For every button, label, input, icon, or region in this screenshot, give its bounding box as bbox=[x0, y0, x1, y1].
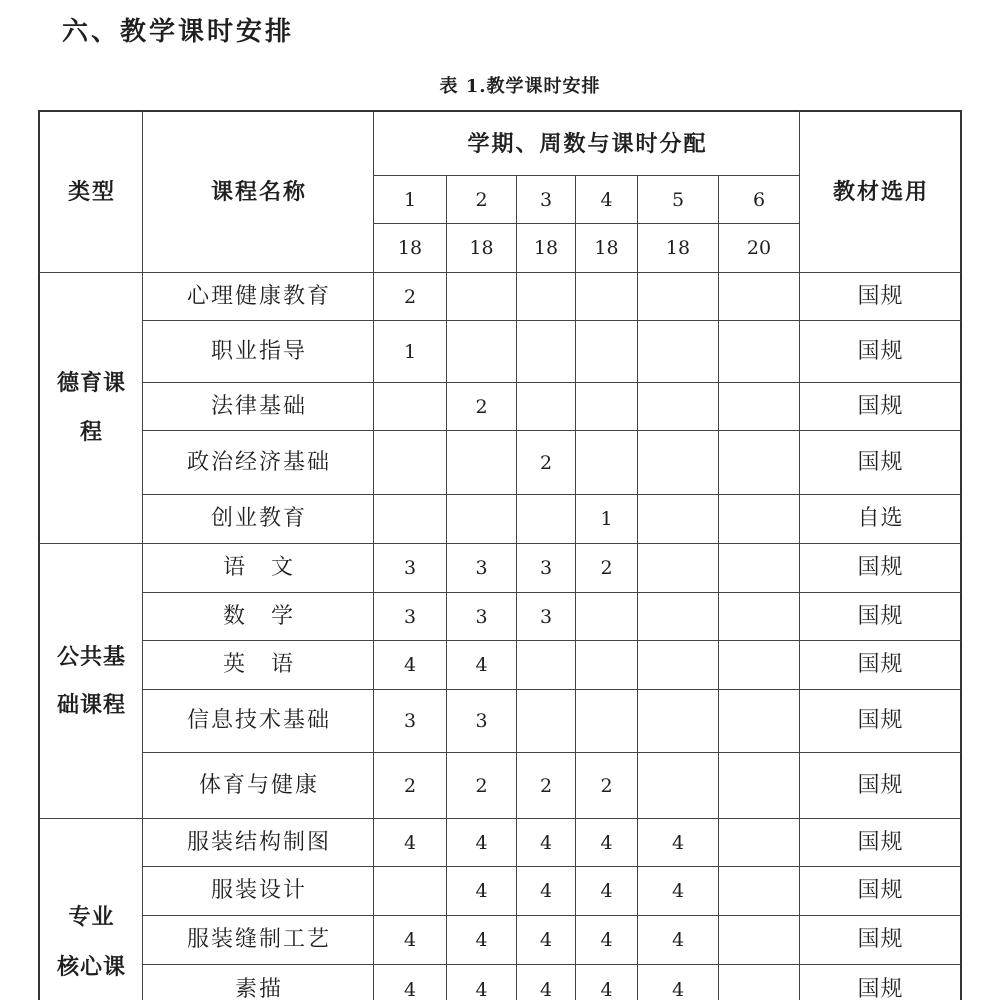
course-name: 服装缝制工艺 bbox=[143, 916, 374, 965]
header-type: 类型 bbox=[38, 110, 143, 273]
hours-sem-3: 3 bbox=[517, 593, 576, 641]
hours-sem-3: 4 bbox=[517, 916, 576, 965]
header-course-name: 课程名称 bbox=[143, 110, 374, 273]
hours-sem-4: 4 bbox=[576, 819, 638, 867]
hours-sem-5 bbox=[638, 321, 719, 383]
table-row bbox=[143, 690, 962, 753]
course-name: 服装结构制图 bbox=[143, 819, 374, 867]
header-weeks: 18 bbox=[638, 224, 719, 273]
table-row bbox=[143, 321, 962, 383]
textbook-cell: 国规 bbox=[800, 383, 962, 431]
hours-sem-2: 4 bbox=[447, 965, 517, 1000]
category-label-line: 公共基 bbox=[56, 644, 126, 670]
hours-sem-1: 2 bbox=[374, 753, 447, 819]
header-semester: 3 bbox=[517, 176, 576, 224]
hours-sem-3 bbox=[517, 495, 576, 544]
table-row bbox=[143, 916, 962, 965]
hours-sem-3: 4 bbox=[517, 867, 576, 916]
hours-sem-4: 1 bbox=[576, 495, 638, 544]
hours-sem-6 bbox=[719, 641, 800, 690]
hours-sem-3 bbox=[517, 690, 576, 753]
header-weeks-row bbox=[374, 224, 800, 273]
textbook-cell: 国规 bbox=[800, 593, 962, 641]
hours-sem-4 bbox=[576, 383, 638, 431]
hours-sem-5 bbox=[638, 431, 719, 495]
category-label-line: 德育课 bbox=[56, 370, 126, 396]
textbook-cell: 自选 bbox=[800, 495, 962, 544]
hours-sem-6 bbox=[719, 321, 800, 383]
course-name: 英 语 bbox=[143, 641, 374, 690]
hours-sem-1: 2 bbox=[374, 273, 447, 321]
hours-sem-6 bbox=[719, 965, 800, 1000]
schedule-table bbox=[38, 110, 962, 1000]
table-row bbox=[143, 867, 962, 916]
textbook-cell: 国规 bbox=[800, 753, 962, 819]
course-name: 心理健康教育 bbox=[143, 273, 374, 321]
hours-sem-4 bbox=[576, 321, 638, 383]
hours-sem-4 bbox=[576, 641, 638, 690]
hours-sem-6 bbox=[719, 753, 800, 819]
hours-sem-1 bbox=[374, 383, 447, 431]
hours-sem-2 bbox=[447, 495, 517, 544]
hours-sem-4 bbox=[576, 431, 638, 495]
hours-sem-5 bbox=[638, 383, 719, 431]
hours-sem-5: 4 bbox=[638, 965, 719, 1000]
hours-sem-5: 4 bbox=[638, 916, 719, 965]
hours-sem-6 bbox=[719, 431, 800, 495]
header-semester: 4 bbox=[576, 176, 638, 224]
hours-sem-6 bbox=[719, 819, 800, 867]
hours-sem-5 bbox=[638, 593, 719, 641]
header-semester: 1 bbox=[374, 176, 447, 224]
hours-sem-5 bbox=[638, 273, 719, 321]
course-name: 体育与健康 bbox=[143, 753, 374, 819]
textbook-cell: 国规 bbox=[800, 916, 962, 965]
header-semester: 2 bbox=[447, 176, 517, 224]
course-name: 素描 bbox=[143, 965, 374, 1000]
hours-sem-3 bbox=[517, 383, 576, 431]
table-row bbox=[143, 431, 962, 495]
hours-sem-1 bbox=[374, 431, 447, 495]
hours-sem-2: 4 bbox=[447, 819, 517, 867]
course-name: 信息技术基础 bbox=[143, 690, 374, 753]
table-caption: 表 1.教学课时安排 bbox=[439, 76, 601, 97]
textbook-cell: 国规 bbox=[800, 819, 962, 867]
hours-sem-2: 4 bbox=[447, 641, 517, 690]
textbook-cell: 国规 bbox=[800, 544, 962, 593]
header-semester-row bbox=[374, 176, 800, 224]
category-label-line: 程 bbox=[79, 419, 103, 445]
hours-sem-3: 2 bbox=[517, 431, 576, 495]
header-weeks: 18 bbox=[447, 224, 517, 273]
hours-sem-1 bbox=[374, 867, 447, 916]
hours-sem-5: 4 bbox=[638, 867, 719, 916]
hours-sem-6 bbox=[719, 383, 800, 431]
hours-sem-2: 4 bbox=[447, 916, 517, 965]
hours-sem-1: 4 bbox=[374, 965, 447, 1000]
hours-sem-6 bbox=[719, 867, 800, 916]
category-label-line: 础课程 bbox=[56, 692, 126, 718]
textbook-cell: 国规 bbox=[800, 641, 962, 690]
hours-sem-1: 4 bbox=[374, 819, 447, 867]
hours-sem-5 bbox=[638, 495, 719, 544]
hours-sem-6 bbox=[719, 593, 800, 641]
hours-sem-1: 4 bbox=[374, 641, 447, 690]
hours-sem-3 bbox=[517, 641, 576, 690]
header-weeks: 18 bbox=[576, 224, 638, 273]
textbook-cell: 国规 bbox=[800, 431, 962, 495]
hours-sem-6 bbox=[719, 273, 800, 321]
hours-sem-1 bbox=[374, 495, 447, 544]
textbook-cell: 国规 bbox=[800, 690, 962, 753]
table-row bbox=[143, 819, 962, 867]
hours-sem-6 bbox=[719, 544, 800, 593]
table-row bbox=[143, 383, 962, 431]
category-label-line: 专业 bbox=[68, 904, 115, 930]
hours-sem-2 bbox=[447, 273, 517, 321]
table-row bbox=[143, 965, 962, 1000]
hours-sem-2 bbox=[447, 431, 517, 495]
textbook-cell: 国规 bbox=[800, 867, 962, 916]
hours-sem-3: 3 bbox=[517, 544, 576, 593]
hours-sem-2: 2 bbox=[447, 753, 517, 819]
hours-sem-2: 3 bbox=[447, 690, 517, 753]
table-row bbox=[143, 593, 962, 641]
hours-sem-6 bbox=[719, 690, 800, 753]
table-row bbox=[143, 495, 962, 544]
hours-sem-3: 4 bbox=[517, 965, 576, 1000]
table-row bbox=[143, 273, 962, 321]
hours-sem-3 bbox=[517, 321, 576, 383]
table-row bbox=[143, 753, 962, 819]
hours-sem-5 bbox=[638, 641, 719, 690]
course-name: 职业指导 bbox=[143, 321, 374, 383]
hours-sem-4 bbox=[576, 690, 638, 753]
hours-sem-3: 2 bbox=[517, 753, 576, 819]
table-row bbox=[143, 641, 962, 690]
hours-sem-2: 4 bbox=[447, 867, 517, 916]
hours-sem-1: 3 bbox=[374, 690, 447, 753]
table-row bbox=[143, 544, 962, 593]
header-weeks: 18 bbox=[517, 224, 576, 273]
hours-sem-4: 2 bbox=[576, 753, 638, 819]
course-name: 数 学 bbox=[143, 593, 374, 641]
hours-sem-5: 4 bbox=[638, 819, 719, 867]
hours-sem-1: 3 bbox=[374, 593, 447, 641]
hours-sem-6 bbox=[719, 495, 800, 544]
course-name: 政治经济基础 bbox=[143, 431, 374, 495]
section-heading: 六、教学课时安排 bbox=[62, 17, 295, 47]
category-cell bbox=[38, 819, 143, 1000]
hours-sem-4: 2 bbox=[576, 544, 638, 593]
hours-sem-5 bbox=[638, 753, 719, 819]
header-semester: 5 bbox=[638, 176, 719, 224]
header-weeks: 20 bbox=[719, 224, 800, 273]
hours-sem-1: 4 bbox=[374, 916, 447, 965]
hours-sem-3 bbox=[517, 273, 576, 321]
course-name: 语 文 bbox=[143, 544, 374, 593]
hours-sem-3: 4 bbox=[517, 819, 576, 867]
category-cell bbox=[38, 544, 143, 819]
textbook-cell: 国规 bbox=[800, 273, 962, 321]
hours-sem-5 bbox=[638, 544, 719, 593]
header-semester: 6 bbox=[719, 176, 800, 224]
header-weeks: 18 bbox=[374, 224, 447, 273]
textbook-cell: 国规 bbox=[800, 321, 962, 383]
hours-sem-2 bbox=[447, 321, 517, 383]
hours-sem-4: 4 bbox=[576, 916, 638, 965]
hours-sem-5 bbox=[638, 690, 719, 753]
category-label-line: 核心课 bbox=[56, 954, 126, 980]
hours-sem-1: 3 bbox=[374, 544, 447, 593]
course-name: 法律基础 bbox=[143, 383, 374, 431]
hours-sem-1: 1 bbox=[374, 321, 447, 383]
hours-sem-4 bbox=[576, 593, 638, 641]
textbook-cell: 国规 bbox=[800, 965, 962, 1000]
header-allocation: 学期、周数与课时分配 bbox=[374, 110, 800, 176]
course-name: 创业教育 bbox=[143, 495, 374, 544]
hours-sem-4: 4 bbox=[576, 965, 638, 1000]
hours-sem-2: 3 bbox=[447, 544, 517, 593]
course-name: 服装设计 bbox=[143, 867, 374, 916]
hours-sem-4: 4 bbox=[576, 867, 638, 916]
category-cell bbox=[38, 273, 143, 544]
header-textbook: 教材选用 bbox=[800, 110, 962, 273]
hours-sem-4 bbox=[576, 273, 638, 321]
hours-sem-2: 2 bbox=[447, 383, 517, 431]
hours-sem-2: 3 bbox=[447, 593, 517, 641]
hours-sem-6 bbox=[719, 916, 800, 965]
